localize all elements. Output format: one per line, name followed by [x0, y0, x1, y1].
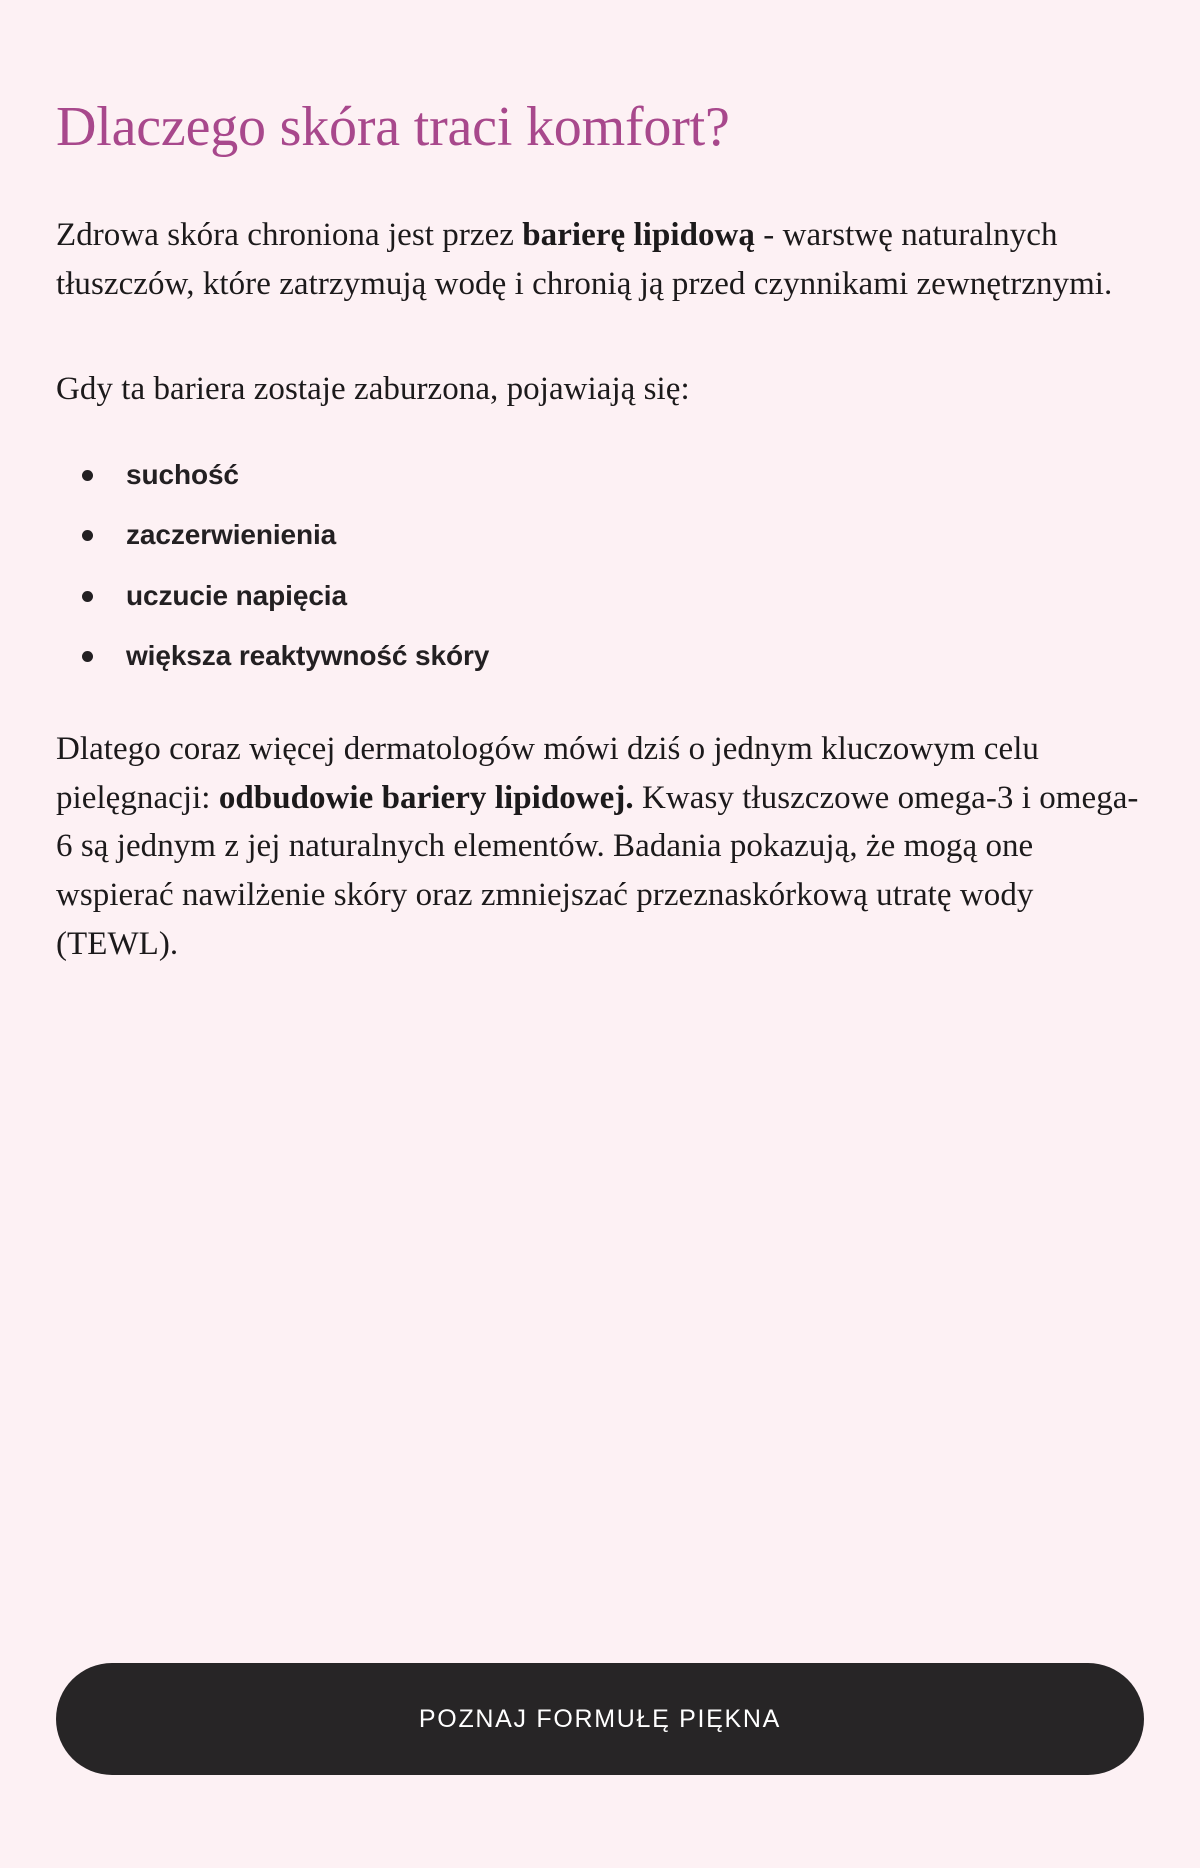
bullet-point-icon — [82, 591, 93, 602]
intro-text-part-1: Zdrowa skóra chroniona jest przez — [56, 216, 523, 253]
list-item-label: zaczerwienienia — [126, 519, 337, 551]
list-item-label: suchość — [126, 459, 239, 491]
symptom-list — [56, 458, 1144, 673]
page-title: Dlaczego skóra traci komfort? — [56, 96, 730, 158]
closing-bold-term: odbudowie bariery lipidowej. — [218, 779, 634, 816]
lead-in-paragraph: Gdy ta bariera zostaje zaburzona, pojawiają się: — [56, 371, 690, 408]
closing-text-part-2: Kwasy tłuszczowe omega-3 i omega-6 są jednym z jej naturalnych elementów. Badania pokazują, że mogą one wspierać nawilżenie skóry oraz zmniejszać przeznaskórkową utratę wody (TEWL). — [56, 779, 1139, 963]
bullet-point-icon — [82, 651, 93, 662]
intro-bold-term: barierę lipidową — [522, 216, 755, 253]
discover-formula-button[interactable]: POZNAJ FORMUŁĘ PIĘKNA — [56, 1663, 1144, 1775]
intro-text-part-2: - warstwę naturalnych tłuszczów, które zatrzymują wodę i chronią ją przed czynnikami zewnętrznymi. — [56, 216, 1113, 302]
bullet-point-icon — [82, 530, 93, 541]
intro-paragraph — [56, 211, 1144, 309]
list-item — [82, 458, 1144, 492]
bullet-point-icon — [82, 470, 93, 481]
list-item — [82, 579, 1144, 613]
closing-text-part-1: Dlatego coraz więcej dermatologów mówi dziś o jednym kluczowym celu pielęgnacji: — [56, 730, 1039, 816]
list-item-label: uczucie napięcia — [126, 579, 347, 611]
list-item-label: większa reaktywność skóry — [126, 639, 490, 671]
closing-paragraph — [56, 725, 1144, 969]
cta-container — [56, 1663, 1144, 1775]
list-item — [82, 639, 1144, 673]
list-item — [82, 518, 1144, 552]
